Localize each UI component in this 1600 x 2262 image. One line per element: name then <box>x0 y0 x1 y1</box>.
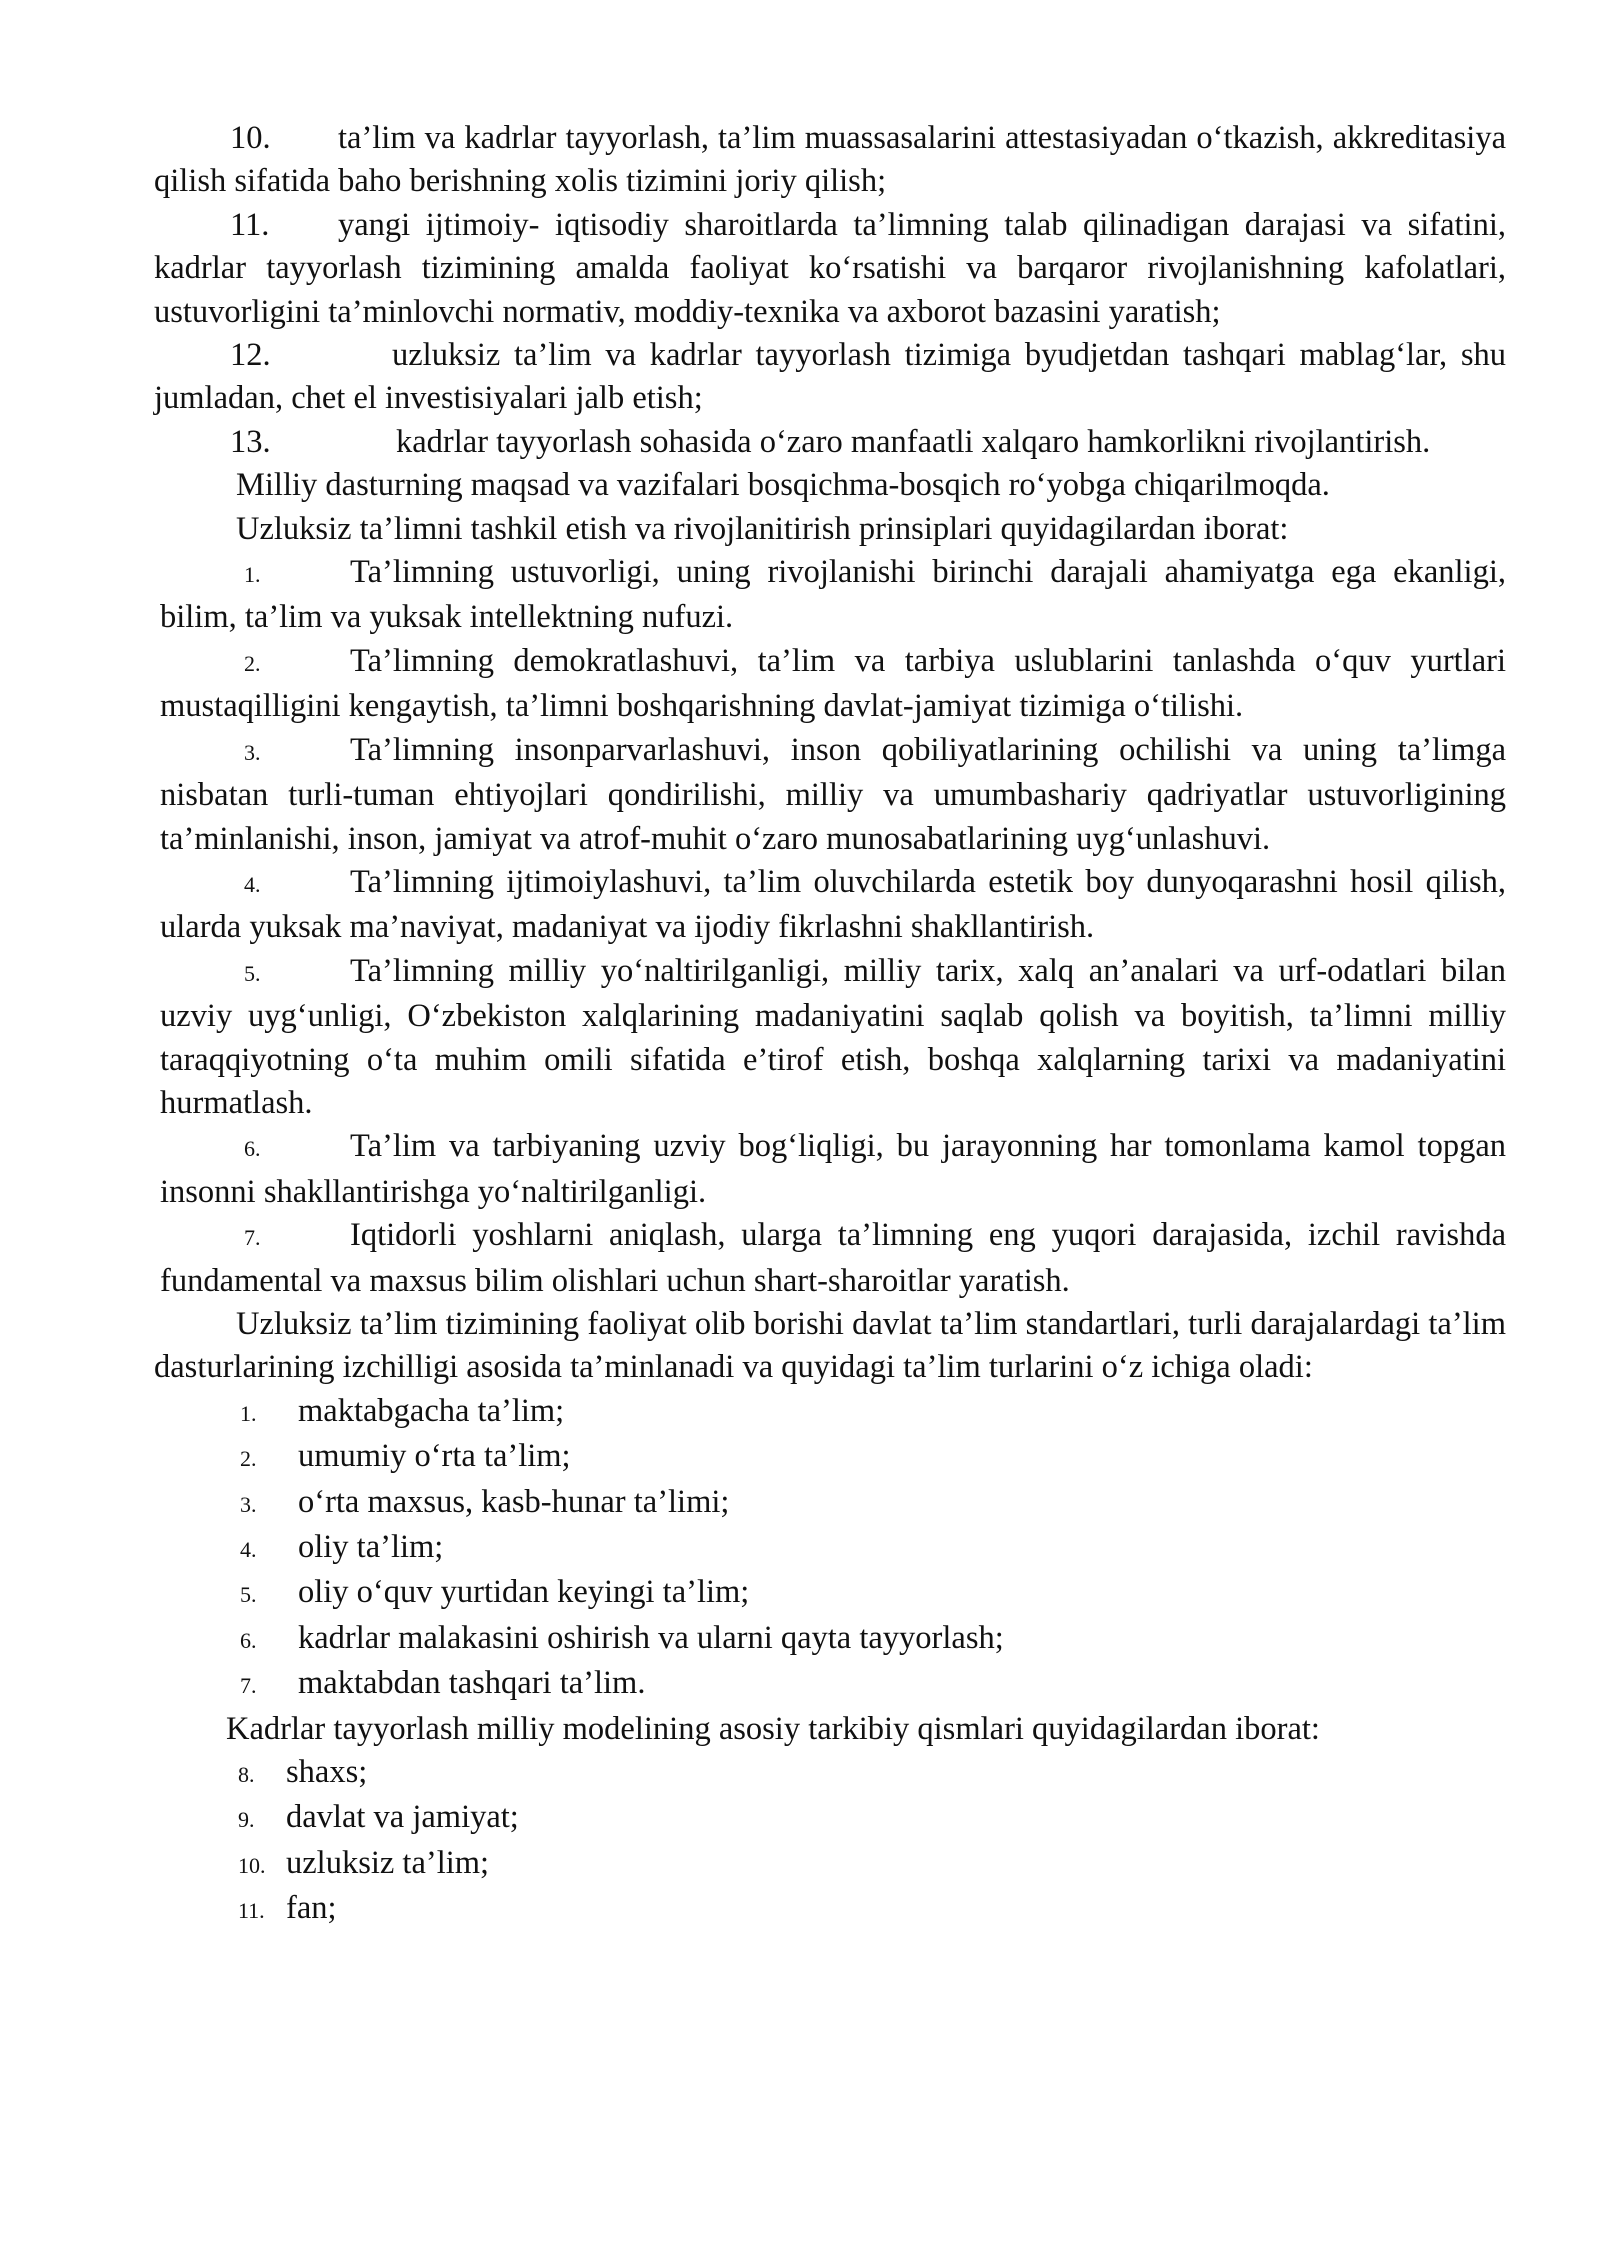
list-item <box>154 1751 1506 1796</box>
principle-item <box>160 1125 1506 1214</box>
list-text: shaxs; <box>286 1754 368 1791</box>
list-number: 1. <box>240 1400 257 1426</box>
list-number: 10. <box>238 1852 266 1878</box>
list-text: davlat va jamiyat; <box>286 1799 519 1836</box>
goal-item <box>154 204 1506 334</box>
list-item <box>154 1617 1506 1662</box>
principle-number: 5. <box>244 960 261 986</box>
paragraph-milliy: Milliy dasturning maqsad va vazifalari bosqichma-bosqich ro‘yobga chiqarilmoqda. <box>236 467 1330 504</box>
principle-text: Ta’limning ijtimoiylashuvi, ta’lim oluvchilarda estetik boy dunyoqarashni hosil qilish, ularda yuksak ma’naviyat, madaniyat va ijodiy fikrlashni shakllantirish. <box>160 863 1506 946</box>
principle-number: 6. <box>244 1136 261 1162</box>
list-text: maktabdan tashqari ta’lim. <box>298 1665 646 1702</box>
principle-item <box>160 640 1506 729</box>
list-item <box>154 1662 1506 1707</box>
list-number: 8. <box>238 1762 255 1788</box>
paragraph-principles-intro: Uzluksiz ta’limni tashkil etish va rivojlanitirish prinsiplari quyidagilardan iborat: <box>236 510 1289 547</box>
goal-item <box>154 421 1506 464</box>
list-number: 6. <box>240 1627 257 1653</box>
goal-number: 11. <box>230 206 270 243</box>
list-item <box>154 1571 1506 1616</box>
paragraph-model-parts: Kadrlar tayyorlash milliy modelining asosiy tarkibiy qismlari quyidagilardan iborat: <box>226 1710 1320 1747</box>
list-text: oliy ta’lim; <box>298 1529 444 1565</box>
principle-text: Ta’lim va tarbiyaning uzviy bog‘liqligi, bu jarayonning har tomonlama kamol topgan insonni shakllantirishga yo‘naltirilganligi. <box>160 1128 1506 1210</box>
list-item <box>154 1842 1506 1887</box>
list-number: 9. <box>238 1807 255 1833</box>
goal-text: ta’lim va kadrlar tayyorlash, ta’lim muassasalarini attestasiyadan o‘tkazish, akkreditasiya qilish sifatida baho berishning xolis tizimini joriy qilish; <box>154 120 1506 200</box>
principle-text: Ta’limning ustuvorligi, uning rivojlanishi birinchi darajali ahamiyatga ega ekanligi, bilim, ta’lim va yuksak intellektning nufuzi. <box>160 554 1506 636</box>
principle-number: 1. <box>244 562 261 588</box>
list-text: o‘rta maxsus, kasb-hunar ta’limi; <box>298 1483 730 1520</box>
list-item <box>154 1887 1506 1932</box>
document-page <box>154 117 1506 1933</box>
list-item <box>154 1390 1506 1435</box>
list-text: maktabgacha ta’lim; <box>298 1392 565 1429</box>
principle-text: Ta’limning milliy yo‘naltirilganligi, milliy tarix, xalq an’analari va urf-odatlari bilan uzviy uyg‘unligi, O‘zbekiston xalqlarining madaniyatini saqlab qolish va boyitish, ta’limni milliy taraqqiyotning o‘ta muhim omili sifatida e’tirof etish, boshqa xalqlarning tarixi va madaniyatini hurmatlash. <box>160 952 1506 1121</box>
list-text: umumiy o‘rta ta’lim; <box>298 1438 571 1475</box>
model-parts-list <box>154 1751 1506 1933</box>
list-text: uzluksiz ta’lim; <box>286 1844 490 1881</box>
goal-number: 12. <box>230 337 271 374</box>
principle-item <box>160 950 1506 1126</box>
list-number: 3. <box>240 1491 257 1517</box>
goal-number: 13. <box>230 423 271 460</box>
education-types-list <box>154 1390 1506 1708</box>
principle-text: Ta’limning demokratlashuvi, ta’lim va tarbiya uslublarini tanlashda o‘quv yurtlari mustaqilligini kengaytish, ta’limni boshqarishning davlat-jamiyat tizimiga o‘tilishi. <box>160 642 1506 725</box>
principle-text: Iqtidorli yoshlarni aniqlash, ularga ta’limning eng yuqori darajasida, izchil ravishda fundamental va maxsus bilim olishlari uchun shart-sharoitlar yaratish. <box>160 1217 1506 1299</box>
list-item <box>154 1481 1506 1526</box>
paragraph-education-system: Uzluksiz ta’lim tizimining faoliyat olib borishi davlat ta’lim standartlari, turli darajalardagi ta’lim dasturlarining izchilligi asosida ta’minlanadi va quyidagi ta’lim turlarini o‘z ichiga oladi: <box>154 1305 1506 1386</box>
principle-text: Ta’limning insonparvarlashuvi, inson qobiliyatlarining ochilishi va uning ta’limga nisbatan turli-tuman ehtiyojlari qondirilishi, milliy va umumbashariy qadriyatlar ustuvorligining ta’minlanishi, inson, jamiyat va atrof-muhit o‘zaro munosabatlarining uyg‘unlashuvi. <box>160 731 1506 857</box>
list-item <box>154 1435 1506 1480</box>
principle-item <box>160 1214 1506 1303</box>
principle-number: 4. <box>244 871 261 897</box>
list-number: 11. <box>238 1898 265 1924</box>
goal-text: kadrlar tayyorlash sohasida o‘zaro manfaatli xalqaro hamkorlikni rivojlantirish. <box>396 423 1431 460</box>
goal-item <box>154 334 1506 421</box>
principle-item <box>160 861 1506 950</box>
list-item <box>154 1526 1506 1571</box>
list-text: kadrlar malakasini oshirish va ularni qayta tayyorlash; <box>298 1619 1004 1656</box>
list-number: 7. <box>240 1673 257 1699</box>
list-number: 5. <box>240 1582 257 1608</box>
goal-text: uzluksiz ta’lim va kadrlar tayyorlash tizimiga byudjetdan tashqari mablag‘lar, shu jumladan, chet el investisiyalari jalb etish; <box>154 337 1506 417</box>
list-number: 2. <box>240 1446 257 1472</box>
goal-text: yangi ijtimoiy- iqtisodiy sharoitlarda ta’limning talab qilinadigan darajasi va sifatini, kadrlar tayyorlash tizimining amalda faoliyat ko‘rsatishi va barqaror rivojlanishning kafolatlari, ustuvorligini ta’minlovchi normativ, moddiy-texnika va axborot bazasini yaratish; <box>154 206 1506 330</box>
principle-number: 3. <box>244 739 261 765</box>
list-text: fan; <box>286 1890 337 1927</box>
goal-item <box>154 117 1506 204</box>
list-number: 4. <box>240 1537 257 1562</box>
principle-item <box>160 729 1506 861</box>
list-text: oliy o‘quv yurtidan keyingi ta’lim; <box>298 1574 750 1611</box>
goal-number: 10. <box>230 120 271 156</box>
principle-number: 7. <box>244 1225 261 1251</box>
list-item <box>154 1796 1506 1841</box>
principle-number: 2. <box>244 650 261 676</box>
principle-item <box>160 551 1506 640</box>
